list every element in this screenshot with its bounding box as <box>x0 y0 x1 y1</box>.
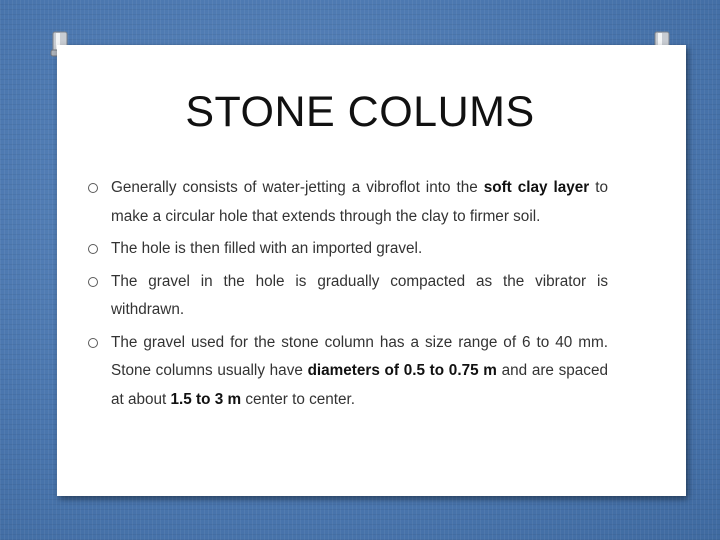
bullet-item <box>88 329 608 415</box>
bullet-item <box>88 174 608 231</box>
bullet-text: and are spaced at about <box>111 362 608 408</box>
bullet-item <box>88 235 608 264</box>
bullet-bold-text: diameters of 0.5 to 0.75 m <box>307 362 497 379</box>
bullet-text: Generally consists of water-jetting a vibroflot into the <box>111 179 484 196</box>
bullet-circle-icon <box>88 277 98 287</box>
slide-title: STONE COLUMS <box>185 88 535 136</box>
bullet-bold-text: 1.5 to 3 m <box>170 390 242 408</box>
bullet-text: center to center. <box>241 390 356 408</box>
bullet-text: The gravel used for the stone column has a size range of 6 to 40 mm. Stone columns usually have <box>111 333 608 379</box>
bullet-item <box>88 268 608 325</box>
bullet-text: The hole is then filled with an imported gravel. <box>111 240 423 257</box>
bullet-circle-icon <box>88 244 98 254</box>
bullet-text: to make a circular hole that extends through the clay to firmer soil. <box>111 179 608 225</box>
bullet-circle-icon <box>88 338 98 348</box>
bullet-bold-text: soft clay layer <box>483 179 590 196</box>
bullet-text: The gravel in the hole is gradually compacted as the vibrator is withdrawn. <box>111 272 608 318</box>
bullet-list <box>88 174 608 418</box>
bullet-circle-icon <box>88 183 98 193</box>
